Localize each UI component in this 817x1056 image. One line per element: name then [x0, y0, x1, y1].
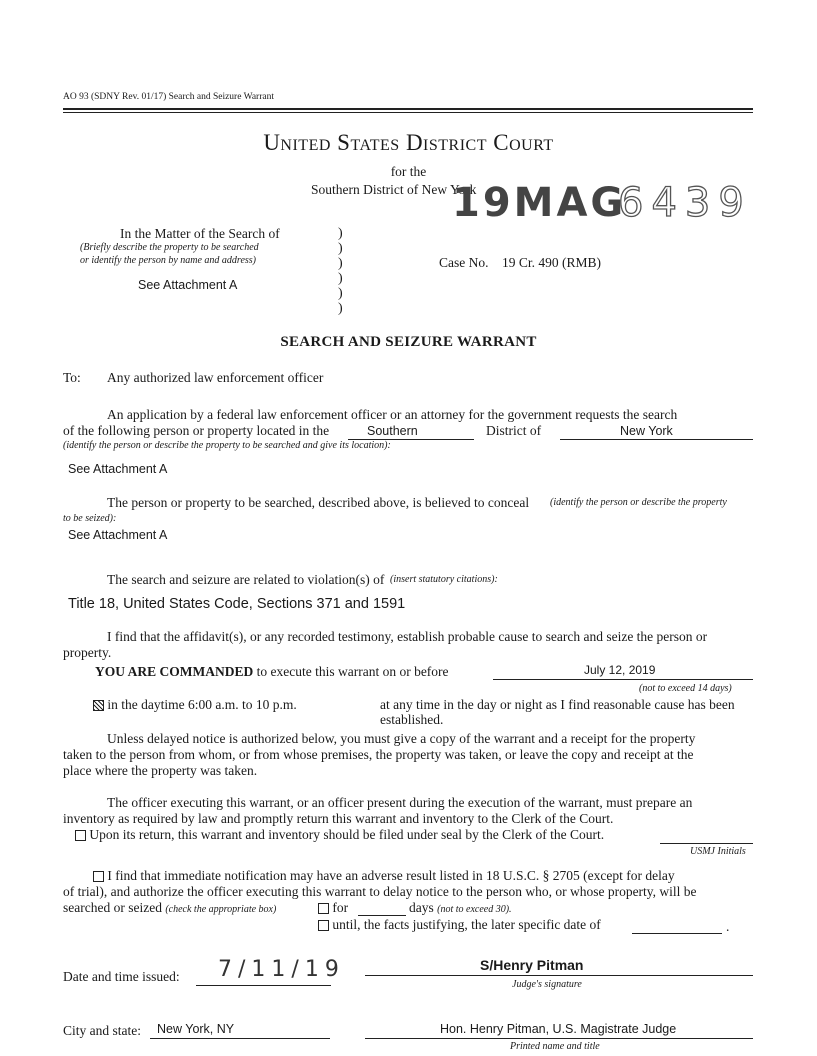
commanded-underline: [493, 679, 753, 680]
delayed-notice-line-2: taken to the person from whom, or from whose premises, the property was taken, or leave the copy and receipt at the: [63, 747, 694, 762]
application-location: See Attachment A: [68, 462, 168, 476]
paren: ): [338, 286, 343, 301]
conceal-instruction-2: to be seized):: [63, 513, 117, 524]
inventory-line-1: The officer executing this warrant, or an officer present during the execution of the warrant, must prepare an: [107, 795, 693, 810]
judge-printed-label: Printed name and title: [510, 1041, 600, 1052]
for-checkbox[interactable]: [318, 903, 329, 914]
case-stamp-prefix: 19MAG: [452, 180, 627, 226]
conceal-instruction-1: (identify the person or describe the property: [550, 497, 727, 508]
anytime-line-1: at any time in the day or night as I find reasonable cause has been: [380, 697, 735, 712]
form-id: AO 93 (SDNY Rev. 01/17) Search and Seizure Warrant: [63, 92, 274, 102]
seal-option: [75, 827, 604, 843]
notification-line-2: of trial), and authorize the officer executing this warrant to delay notice to the person who, or whose property, will be: [63, 884, 697, 899]
case-stamp-number: 6439: [618, 180, 752, 226]
seal-checkbox[interactable]: [75, 830, 86, 841]
violation-text: The search and seizure are related to violation(s) of: [107, 572, 385, 587]
paren: ): [338, 271, 343, 286]
paren: ): [338, 226, 343, 241]
paren: ): [338, 301, 343, 316]
application-line-2: of the following person or property located in the: [63, 423, 330, 438]
initials-underline: [660, 843, 753, 844]
caption-instruction-1: (Briefly describe the property to be searched: [80, 242, 259, 253]
warrant-heading: SEARCH AND SEIZURE WARRANT: [280, 334, 537, 350]
city-value: New York, NY: [157, 1022, 235, 1036]
conceal-text: The person or property to be searched, described above, is believed to conceal: [107, 495, 530, 510]
issued-label: Date and time issued:: [63, 969, 180, 984]
violation-instruction: (insert statutory citations):: [390, 574, 498, 585]
commanded-date: July 12, 2019: [584, 663, 656, 677]
delayed-notice-line-1: Unless delayed notice is authorized below, you must give a copy of the warrant and a receipt for the property: [107, 731, 696, 746]
conceal-value: See Attachment A: [68, 528, 168, 542]
commanded-bold: YOU ARE COMMANDED: [95, 664, 254, 679]
court-title-4: Court: [493, 130, 554, 155]
application-state-value: New York: [620, 424, 673, 438]
until-label: until, the facts justifying, the later specific date of: [332, 917, 601, 932]
paren: ): [338, 256, 343, 271]
for-label: for: [332, 900, 349, 915]
to-value: Any authorized law enforcement officer: [107, 370, 324, 385]
application-line-1: An application by a federal law enforcement officer or an attorney for the government requests the search: [107, 407, 678, 422]
application-instruction: (identify the person or describe the property to be searched and give its location):: [63, 440, 391, 451]
days-text: [409, 900, 512, 916]
until-period: .: [726, 919, 730, 934]
notification-checkbox[interactable]: [93, 871, 104, 882]
application-district-value: Southern: [367, 424, 418, 438]
to-label: To:: [63, 370, 81, 385]
court-title-1: United: [263, 130, 331, 155]
affidavit-line-1: I find that the affidavit(s), or any recorded testimony, establish probable cause to search and seize the person or: [107, 629, 708, 644]
matter-label: In the Matter of the Search of: [120, 226, 280, 241]
daytime-label: in the daytime 6:00 a.m. to 10 p.m.: [107, 697, 297, 712]
delayed-notice-line-3: place where the property was taken.: [63, 763, 258, 778]
until-checkbox[interactable]: [318, 920, 329, 931]
notification-line-3: [63, 900, 276, 916]
until-underline: [632, 933, 722, 934]
inventory-line-2: inventory as required by law and promptly return this warrant and inventory to the Clerk of the Court.: [63, 811, 614, 826]
notification-line-1: [93, 868, 675, 884]
initials-label: USMJ Initials: [690, 846, 746, 857]
days-label: days: [409, 900, 434, 915]
commanded-text: to execute this warrant on or before: [256, 664, 449, 679]
case-no-label: Case No.: [439, 255, 489, 270]
daytime-checkbox[interactable]: [93, 700, 104, 711]
paren: ): [338, 241, 343, 256]
affidavit-line-2: property.: [63, 645, 112, 660]
header-rule: [63, 108, 753, 110]
notification-instruction: (check the appropriate box): [165, 904, 277, 915]
application-district-label: District of: [486, 423, 542, 438]
issued-underline: [196, 985, 331, 986]
court-title-3: District: [405, 130, 487, 155]
violation-value: Title 18, United States Code, Sections 371 and 1591: [68, 596, 406, 612]
judge-printed-name: Hon. Henry Pitman, U.S. Magistrate Judge: [440, 1022, 677, 1036]
state-underline: [560, 439, 753, 440]
daytime-option: [93, 697, 297, 713]
city-label: City and state:: [63, 1023, 141, 1038]
notification-text-1: I find that immediate notification may have an adverse result listed in 18 U.S.C. § 2705 (except for delay: [107, 868, 675, 883]
judge-signature: S/Henry Pitman: [480, 957, 584, 973]
until-option: [318, 917, 601, 933]
case-no-value: 19 Cr. 490 (RMB): [502, 255, 602, 270]
seal-label: Upon its return, this warrant and inventory should be filed under seal by the Clerk of the Court.: [89, 827, 605, 842]
court-title-2: States: [337, 130, 400, 155]
commanded-line: [95, 664, 449, 680]
notification-searched: searched or seized: [63, 900, 162, 915]
court-title: [0, 130, 817, 156]
caption-instruction-2: or identify the person by name and address): [80, 255, 256, 266]
anytime-line-2: established.: [380, 712, 444, 727]
caption-subject: See Attachment A: [138, 278, 238, 292]
days-instruction: (not to exceed 30).: [437, 904, 512, 915]
commanded-note: (not to exceed 14 days): [639, 683, 732, 694]
signature-underline: [365, 975, 753, 976]
days-underline: [358, 915, 406, 916]
for-option: [318, 900, 348, 916]
court-district: Southern District of New York: [311, 182, 477, 197]
for-the: for the: [390, 164, 427, 179]
issued-handwritten-date: 7/11/19: [218, 957, 345, 982]
header-rule-thin: [63, 112, 753, 113]
judge-underline: [365, 1038, 753, 1039]
signature-label: Judge's signature: [512, 979, 582, 990]
city-underline: [150, 1038, 330, 1039]
